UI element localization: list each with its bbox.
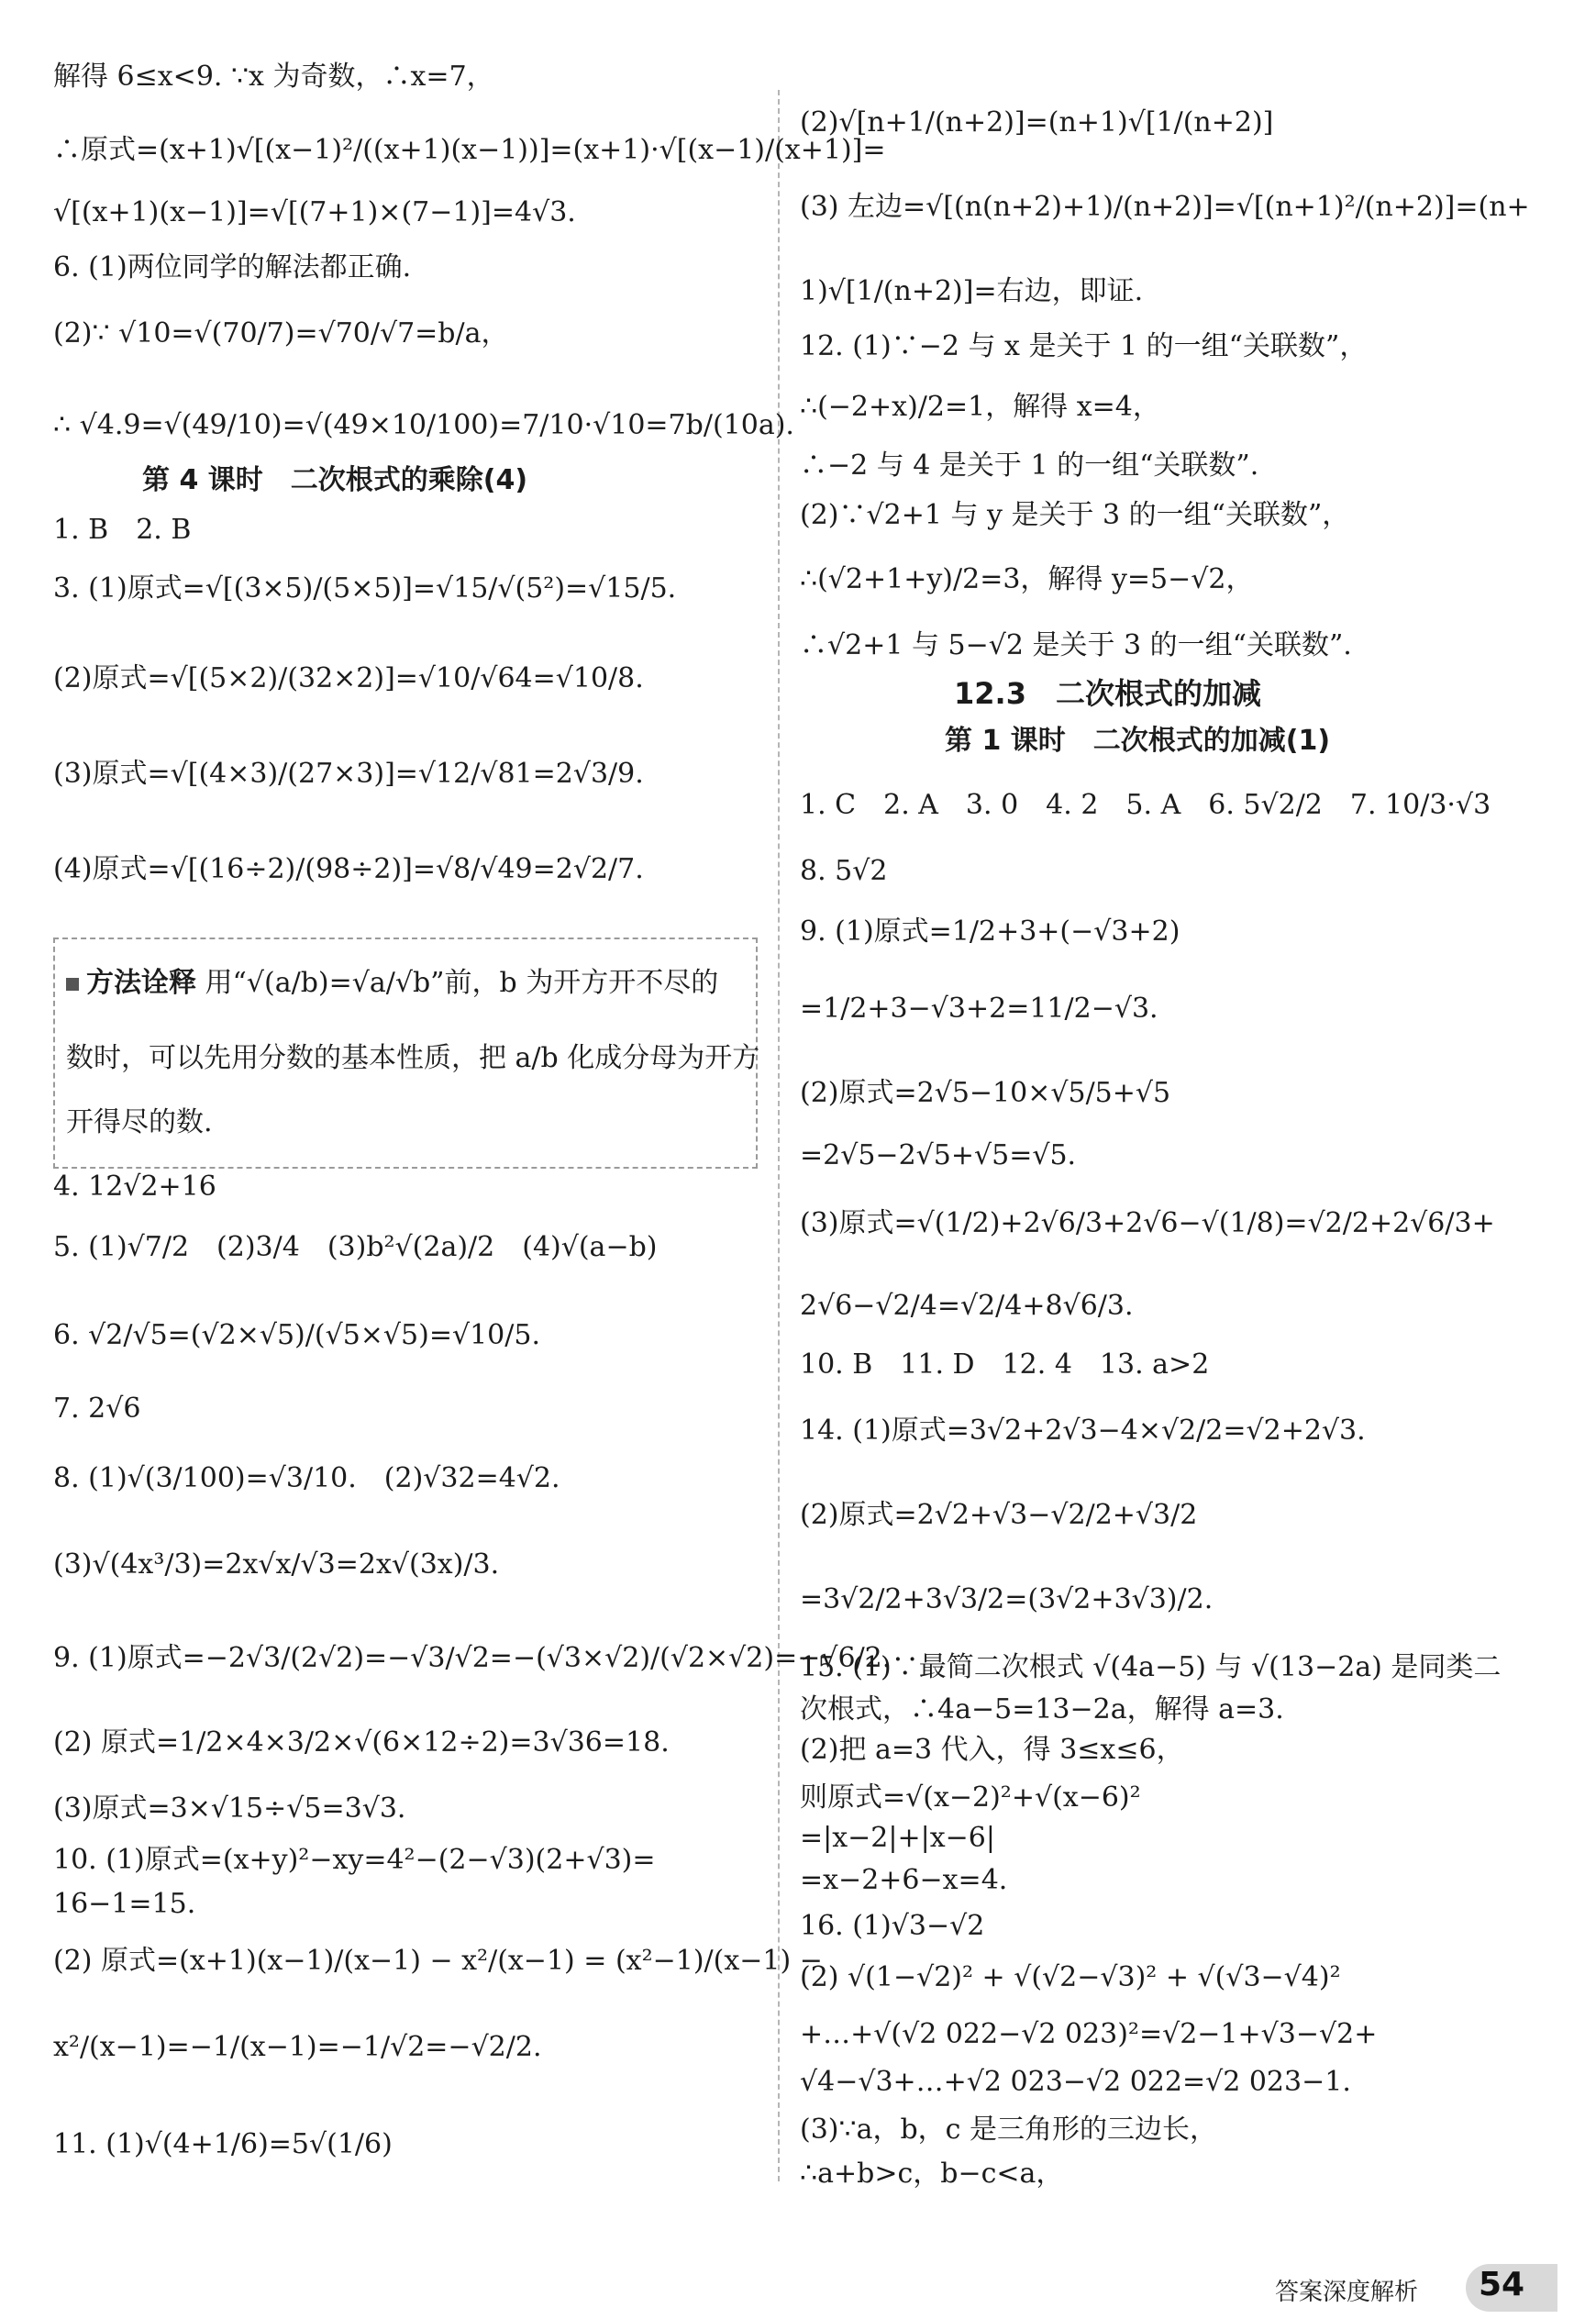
right-text-line: √4−√3+…+√2 023−√2 022=√2 023−1. bbox=[800, 2066, 1351, 2098]
left-text-line: 10. (1)原式=(x+y)²−xy=4²−(2−√3)(2+√3)= bbox=[53, 1844, 656, 1876]
left-text-line: 1. B 2. B bbox=[53, 514, 192, 546]
tip-line-1: 用“√(a/b)=√a/√b”前，b 为开方开不尽的 bbox=[205, 967, 719, 999]
right-text-line: 则原式=√(x−2)²+√(x−6)² bbox=[800, 1781, 1141, 1814]
tip-line-2: 数时，可以先用分数的基本性质，把 a/b 化成分母为开方 bbox=[66, 1042, 760, 1074]
left-text-line: (3)√(4x³/3)=2x√x/√3=2x√(3x)/3. bbox=[53, 1548, 500, 1581]
right-text-line: 第 1 课时 二次根式的加减(1) bbox=[945, 725, 1331, 757]
left-text-line: (2)原式=√[(5×2)/(32×2)]=√10/√64=√10/8. bbox=[53, 662, 644, 694]
left-text-line: 9. (1)原式=−2√3/(2√2)=−√3/√2=−(√3×√2)/(√2×√2)=−√6/2. bbox=[53, 1642, 892, 1674]
right-text-line: 14. (1)原式=3√2+2√3−4×√2/2=√2+2√3. bbox=[800, 1415, 1366, 1447]
right-text-line: =3√2/2+3√3/2=(3√2+3√3)/2. bbox=[800, 1583, 1214, 1615]
right-text-line: =|x−2|+|x−6| bbox=[800, 1822, 995, 1854]
left-text-line: 11. (1)√(4+1/6)=5√(1/6) bbox=[53, 2128, 393, 2160]
right-text-line: (2)原式=2√5−10×√5/5+√5 bbox=[800, 1077, 1171, 1109]
right-text-line: 1)√[1/(n+2)]=右边，即证. bbox=[800, 275, 1144, 307]
right-text-line: 12. (1)∵−2 与 x 是关于 1 的一组“关联数”， bbox=[800, 330, 1368, 362]
right-text-line: (3) 左边=√[(n(n+2)+1)/(n+2)]=√[(n+1)²/(n+2)]=(n+ bbox=[800, 191, 1530, 223]
right-text-line: 15. (1)∵最简二次根式 √(4a−5) 与 √(13−2a) 是同类二 bbox=[800, 1651, 1502, 1683]
left-text-line: 4. 12√2+16 bbox=[53, 1171, 216, 1203]
left-text-line: (4)原式=√[(16÷2)/(98÷2)]=√8/√49=2√2/7. bbox=[53, 853, 644, 885]
left-text-line: 3. (1)原式=√[(3×5)/(5×5)]=√15/√(5²)=√15/5. bbox=[53, 572, 677, 605]
right-text-line: (2)把 a=3 代入，得 3≤x≤6， bbox=[800, 1734, 1184, 1766]
left-text-line: (3)原式=3×√15÷√5=3√3. bbox=[53, 1792, 406, 1825]
right-text-line: 次根式，∴4a−5=13−2a，解得 a=3. bbox=[800, 1693, 1284, 1725]
left-text-line: (2)∵ √10=√(70/7)=√70/√7=b/a， bbox=[53, 317, 509, 350]
left-text-line: 8. (1)√(3/100)=√3/10. (2)√32=4√2. bbox=[53, 1462, 560, 1494]
tip-marker-icon bbox=[66, 978, 79, 991]
right-text-line: 8. 5√2 bbox=[800, 855, 888, 887]
right-text-line: =2√5−2√5+√5=√5. bbox=[800, 1139, 1077, 1171]
right-text-line: 12.3 二次根式的加减 bbox=[954, 676, 1261, 711]
right-text-line: =x−2+6−x=4. bbox=[800, 1864, 1008, 1896]
right-text-line: =1/2+3−√3+2=11/2−√3. bbox=[800, 993, 1158, 1025]
left-text-line: ∴原式=(x+1)√[(x−1)²/((x+1)(x−1))]=(x+1)·√[(x−1)/(x+1)]= bbox=[53, 134, 886, 166]
right-text-line: ∴(−2+x)/2=1，解得 x=4， bbox=[800, 391, 1160, 423]
right-text-line: (3)原式=√(1/2)+2√6/3+2√6−√(1/8)=√2/2+2√6/3+ bbox=[800, 1207, 1495, 1239]
left-text-line: ∴ √4.9=√(49/10)=√(49×10/100)=7/10·√10=7b/(10a). bbox=[53, 409, 794, 441]
right-text-line: 9. (1)原式=1/2+3+(−√3+2) bbox=[800, 915, 1180, 948]
right-text-line: (2)∵√2+1 与 y 是关于 3 的一组“关联数”， bbox=[800, 499, 1350, 531]
left-text-line: 6. √2/√5=(√2×√5)/(√5×√5)=√10/5. bbox=[53, 1319, 540, 1351]
right-text-line: 10. B 11. D 12. 4 13. a>2 bbox=[800, 1348, 1210, 1381]
left-text-line: 第 4 课时 二次根式的乘除(4) bbox=[142, 464, 528, 496]
right-text-line: (2)√[n+1/(n+2)]=(n+1)√[1/(n+2)] bbox=[800, 106, 1274, 139]
left-text-line: (2) 原式=1/2×4×3/2×√(6×12÷2)=3√36=18. bbox=[53, 1726, 670, 1759]
left-text-line: 解得 6≤x<9. ∵x 为奇数，∴x=7， bbox=[53, 61, 494, 93]
right-text-line: (2)原式=2√2+√3−√2/2+√3/2 bbox=[800, 1499, 1198, 1531]
left-text-line: x²/(x−1)=−1/(x−1)=−1/√2=−√2/2. bbox=[53, 2031, 542, 2063]
right-text-line: ∴a+b>c，b−c<a， bbox=[800, 2158, 1064, 2190]
right-text-line: (3)∵a，b，c 是三角形的三边长， bbox=[800, 2114, 1218, 2146]
right-text-line: ∴−2 与 4 是关于 1 的一组“关联数”. bbox=[800, 449, 1259, 482]
footer-label: 答案深度解析 bbox=[1275, 2279, 1419, 2306]
tip-line-3: 开得尽的数. bbox=[66, 1106, 213, 1138]
right-text-line: (2) √(1−√2)² + √(√2−√3)² + √(√3−√4)² bbox=[800, 1961, 1341, 1993]
column-divider bbox=[778, 90, 780, 2181]
right-text-line: 16. (1)√3−√2 bbox=[800, 1910, 985, 1942]
right-text-line: 2√6−√2/4=√2/4+8√6/3. bbox=[800, 1290, 1134, 1322]
method-tip-box bbox=[53, 938, 758, 1169]
left-text-line: (3)原式=√[(4×3)/(27×3)]=√12/√81=2√3/9. bbox=[53, 758, 644, 790]
right-text-line: ∴(√2+1+y)/2=3，解得 y=5−√2， bbox=[800, 563, 1254, 595]
right-text-line: ∴√2+1 与 5−√2 是关于 3 的一组“关联数”. bbox=[800, 629, 1352, 661]
tip-title: 方法诠释 bbox=[86, 967, 196, 999]
right-text-line: 1. C 2. A 3. 0 4. 2 5. A 6. 5√2/2 7. 10/3·√3 bbox=[800, 789, 1491, 821]
left-text-line: 5. (1)√7/2 (2)3/4 (3)b²√(2a)/2 (4)√(a−b) bbox=[53, 1231, 658, 1263]
right-text-line: +…+√(√2 022−√2 023)²=√2−1+√3−√2+ bbox=[800, 2018, 1378, 2050]
left-text-line: (2) 原式=(x+1)(x−1)/(x−1) − x²/(x−1) = (x²−1)/(x−1) − bbox=[53, 1945, 823, 1977]
left-text-line: √[(x+1)(x−1)]=√[(7+1)×(7−1)]=4√3. bbox=[53, 196, 576, 228]
left-text-line: 6. (1)两位同学的解法都正确. bbox=[53, 251, 412, 283]
page-number: 54 bbox=[1479, 2266, 1525, 2303]
left-text-line: 7. 2√6 bbox=[53, 1393, 141, 1425]
left-text-line: 16−1=15. bbox=[53, 1888, 196, 1920]
